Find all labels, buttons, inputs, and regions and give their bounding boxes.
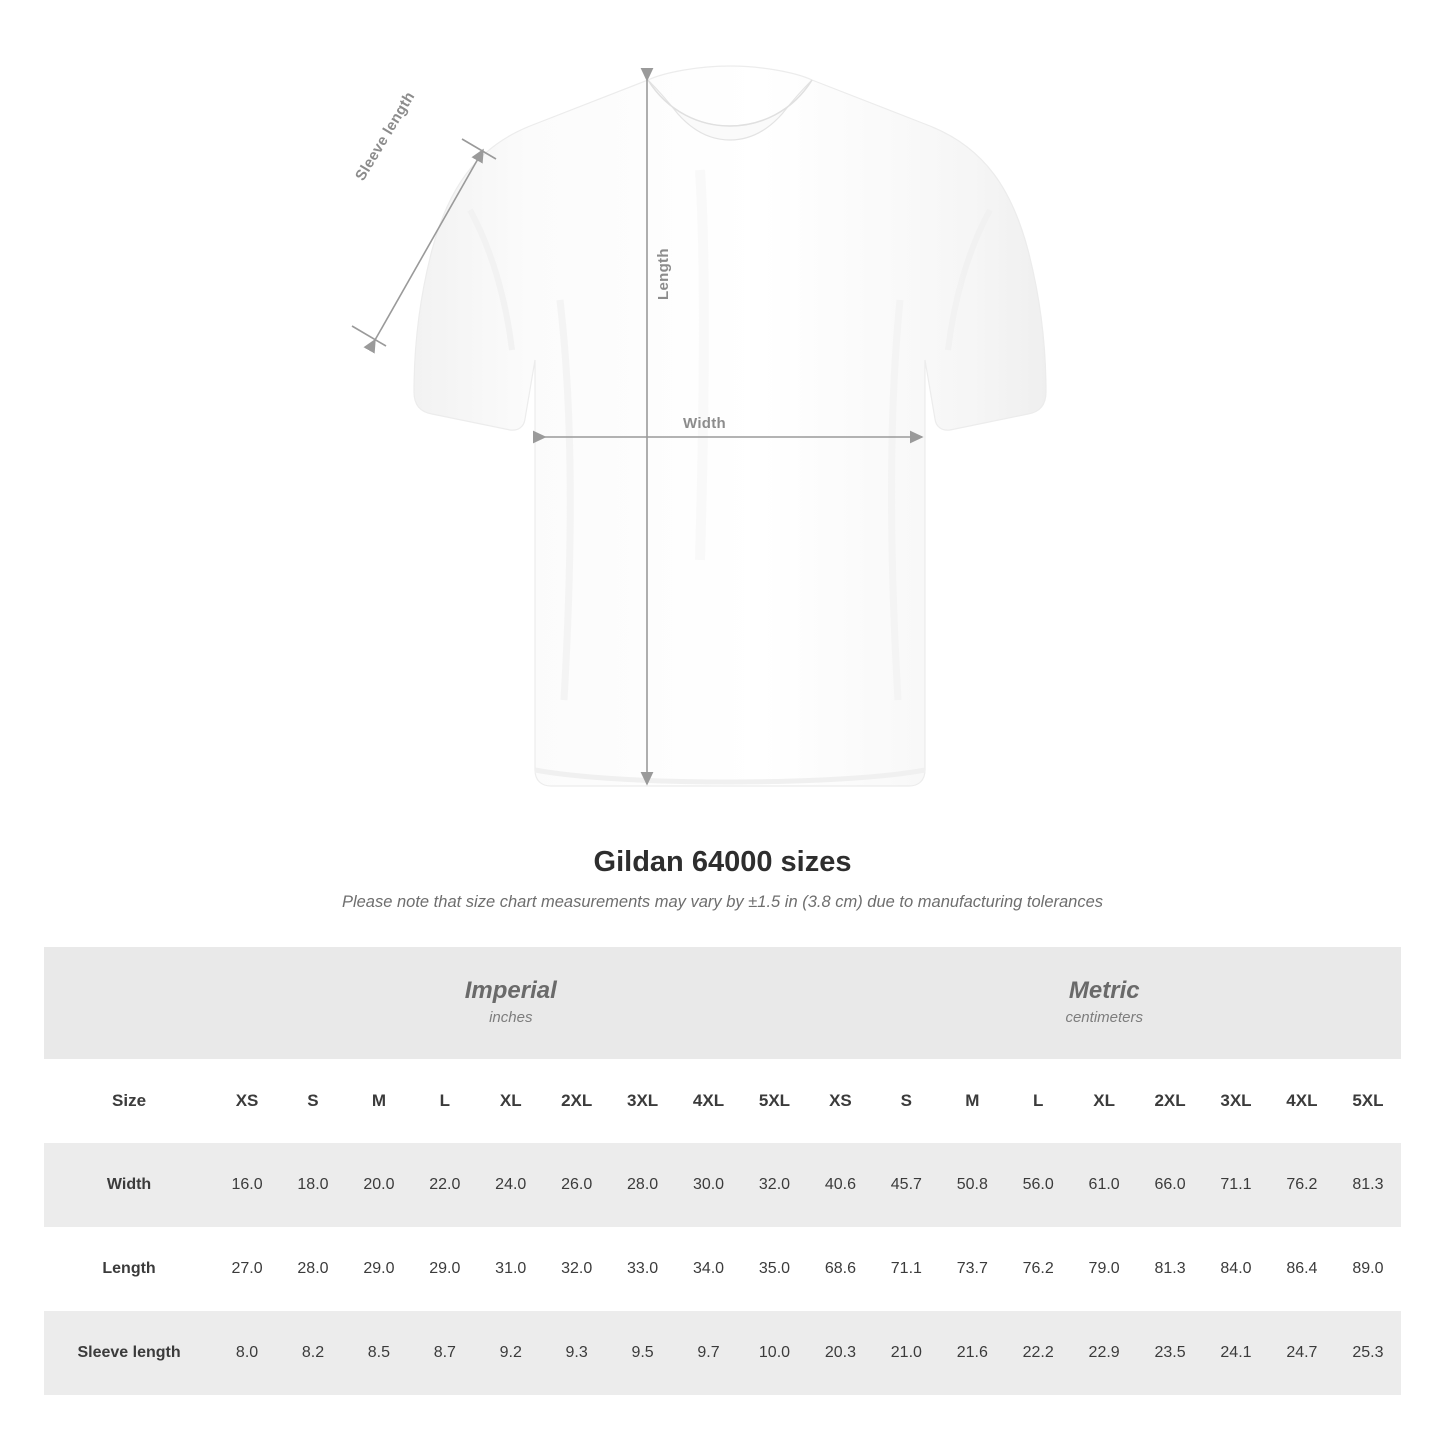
size-table-wrapper bbox=[44, 947, 1401, 1395]
size-header-cell: XL bbox=[1071, 1059, 1137, 1143]
table-cell: 33.0 bbox=[610, 1227, 676, 1311]
table-cell: 25.3 bbox=[1335, 1311, 1401, 1395]
size-table bbox=[44, 947, 1401, 1395]
size-header-cell: 5XL bbox=[1335, 1059, 1401, 1143]
table-cell: 71.1 bbox=[1203, 1143, 1269, 1227]
measurement-note: Please note that size chart measurements may vary by ±1.5 in (3.8 cm) due to manufacturing tolerances bbox=[341, 893, 1104, 911]
table-cell: 9.2 bbox=[478, 1311, 544, 1395]
row-label-width: Width bbox=[44, 1143, 214, 1227]
table-cell: 66.0 bbox=[1137, 1143, 1203, 1227]
table-row bbox=[44, 1227, 1401, 1311]
size-header-cell: L bbox=[1005, 1059, 1071, 1143]
size-header-cell: 5XL bbox=[741, 1059, 807, 1143]
table-cell: 79.0 bbox=[1071, 1227, 1137, 1311]
table-cell: 61.0 bbox=[1071, 1143, 1137, 1227]
unit-sub-imperial: inches bbox=[489, 1009, 533, 1026]
table-cell: 18.0 bbox=[280, 1143, 346, 1227]
table-cell: 71.1 bbox=[873, 1227, 939, 1311]
table-cell: 26.0 bbox=[544, 1143, 610, 1227]
size-header-cell: XS bbox=[214, 1059, 280, 1143]
table-cell: 32.0 bbox=[741, 1143, 807, 1227]
table-cell: 28.0 bbox=[280, 1227, 346, 1311]
unit-name-metric: Metric bbox=[1068, 977, 1140, 1004]
table-cell: 50.8 bbox=[939, 1143, 1005, 1227]
length-label: Length bbox=[655, 248, 672, 300]
table-cell: 22.2 bbox=[1005, 1311, 1071, 1395]
table-cell: 84.0 bbox=[1203, 1227, 1269, 1311]
table-cell: 10.0 bbox=[741, 1311, 807, 1395]
row-label-sleeve-length: Sleeve length bbox=[44, 1311, 214, 1395]
table-cell: 23.5 bbox=[1137, 1311, 1203, 1395]
table-cell: 34.0 bbox=[676, 1227, 742, 1311]
table-cell: 8.0 bbox=[214, 1311, 280, 1395]
table-cell: 16.0 bbox=[214, 1143, 280, 1227]
table-cell: 20.0 bbox=[346, 1143, 412, 1227]
table-cell: 28.0 bbox=[610, 1143, 676, 1227]
unit-header-metric bbox=[807, 947, 1401, 1059]
table-row bbox=[44, 1143, 1401, 1227]
table-cell: 9.7 bbox=[676, 1311, 742, 1395]
unit-sub-metric: centimeters bbox=[1065, 1009, 1143, 1026]
unit-name-imperial: Imperial bbox=[464, 977, 557, 1004]
table-cell: 29.0 bbox=[412, 1227, 478, 1311]
table-cell: 30.0 bbox=[676, 1143, 742, 1227]
unit-header-imperial bbox=[214, 947, 807, 1059]
page-title: Gildan 64000 sizes bbox=[593, 846, 852, 878]
row-label-length: Length bbox=[44, 1227, 214, 1311]
table-cell: 35.0 bbox=[741, 1227, 807, 1311]
size-header-cell: 3XL bbox=[1203, 1059, 1269, 1143]
tshirt-shape bbox=[414, 66, 1046, 786]
size-header-cell: 4XL bbox=[676, 1059, 742, 1143]
table-cell: 9.3 bbox=[544, 1311, 610, 1395]
size-header-cell: 2XL bbox=[1137, 1059, 1203, 1143]
size-header-row bbox=[44, 1059, 1401, 1143]
table-cell: 31.0 bbox=[478, 1227, 544, 1311]
size-header-cell: XL bbox=[478, 1059, 544, 1143]
table-cell: 21.6 bbox=[939, 1311, 1005, 1395]
table-cell: 86.4 bbox=[1269, 1227, 1335, 1311]
table-row bbox=[44, 1311, 1401, 1395]
table-cell: 76.2 bbox=[1005, 1227, 1071, 1311]
size-header-cell: S bbox=[873, 1059, 939, 1143]
table-cell: 45.7 bbox=[873, 1143, 939, 1227]
table-cell: 81.3 bbox=[1335, 1143, 1401, 1227]
table-cell: 24.0 bbox=[478, 1143, 544, 1227]
table-cell: 22.0 bbox=[412, 1143, 478, 1227]
table-cell: 76.2 bbox=[1269, 1143, 1335, 1227]
table-cell: 24.1 bbox=[1203, 1311, 1269, 1395]
table-cell: 56.0 bbox=[1005, 1143, 1071, 1227]
size-header-cell: M bbox=[346, 1059, 412, 1143]
sleeve-length-label: Sleeve length bbox=[352, 88, 419, 184]
table-cell: 24.7 bbox=[1269, 1311, 1335, 1395]
table-cell: 8.2 bbox=[280, 1311, 346, 1395]
size-header-cell: M bbox=[939, 1059, 1005, 1143]
size-header-cell: L bbox=[412, 1059, 478, 1143]
table-cell: 73.7 bbox=[939, 1227, 1005, 1311]
table-cell: 40.6 bbox=[807, 1143, 873, 1227]
table-cell: 29.0 bbox=[346, 1227, 412, 1311]
table-cell: 27.0 bbox=[214, 1227, 280, 1311]
table-cell: 9.5 bbox=[610, 1311, 676, 1395]
table-cell: 68.6 bbox=[807, 1227, 873, 1311]
table-cell: 89.0 bbox=[1335, 1227, 1401, 1311]
table-cell: 20.3 bbox=[807, 1311, 873, 1395]
size-header-label: Size bbox=[44, 1059, 214, 1143]
size-header-cell: 2XL bbox=[544, 1059, 610, 1143]
table-cell: 8.7 bbox=[412, 1311, 478, 1395]
size-header-cell: 3XL bbox=[610, 1059, 676, 1143]
table-cell: 81.3 bbox=[1137, 1227, 1203, 1311]
size-header-cell: 4XL bbox=[1269, 1059, 1335, 1143]
table-cell: 21.0 bbox=[873, 1311, 939, 1395]
unit-header-row bbox=[44, 947, 1401, 1059]
size-header-cell: S bbox=[280, 1059, 346, 1143]
table-cell: 22.9 bbox=[1071, 1311, 1137, 1395]
unit-header-spacer bbox=[44, 947, 214, 1059]
width-label: Width bbox=[683, 415, 727, 432]
table-cell: 32.0 bbox=[544, 1227, 610, 1311]
table-cell: 8.5 bbox=[346, 1311, 412, 1395]
size-header-cell: XS bbox=[807, 1059, 873, 1143]
